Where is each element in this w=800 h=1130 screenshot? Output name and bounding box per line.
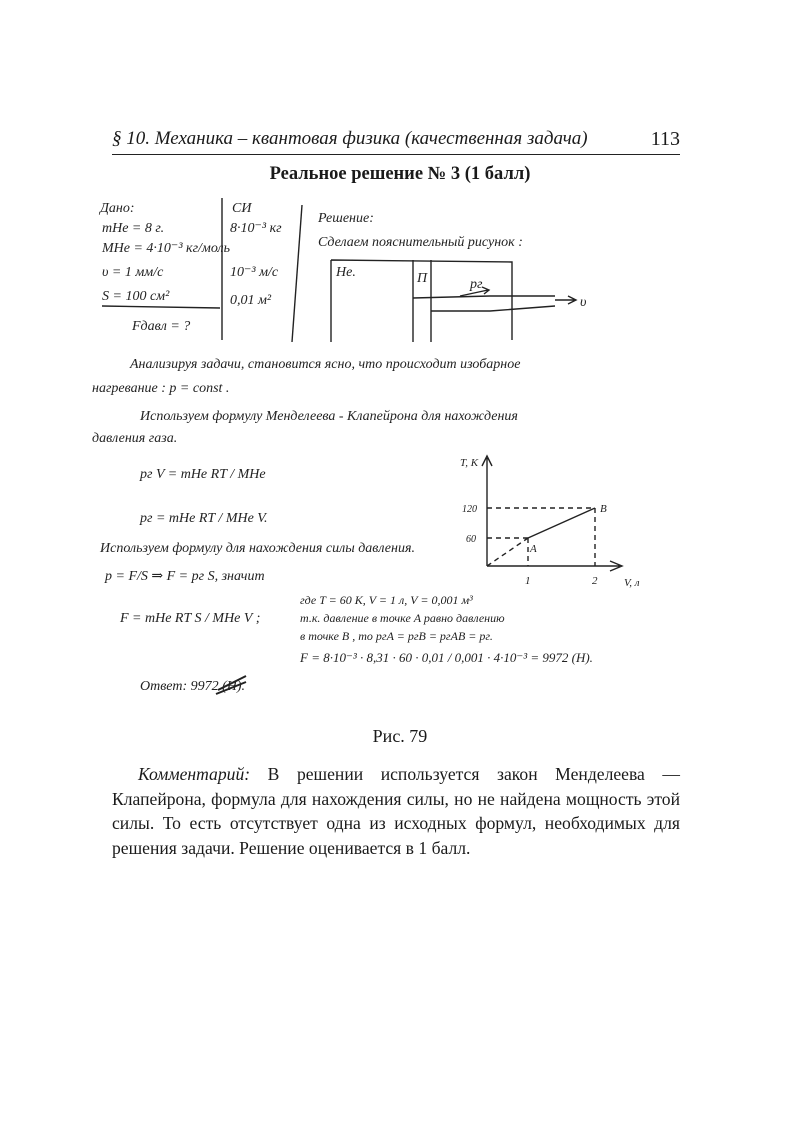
solution-title: Реальное решение № 3 (1 балл) xyxy=(269,164,531,184)
graph-point-label: A xyxy=(530,543,537,555)
solution-line: pг V = mHe RT / MHe xyxy=(140,467,266,482)
si-divider xyxy=(292,205,302,342)
solution-subheading: Сделаем пояснительный рисунок : xyxy=(318,235,523,250)
graph-x-tick: 2 xyxy=(592,575,598,587)
si-line: 0,01 м² xyxy=(230,293,272,308)
velocity-label: υ xyxy=(580,295,587,310)
page-number: 113 xyxy=(650,128,680,150)
graph-y-tick: 60 xyxy=(466,534,476,545)
figure-caption: Рис. 79 xyxy=(372,726,428,746)
solution-line: где T = 60 K, V = 1 л, V = 0,001 м³ xyxy=(300,593,473,607)
find-divider xyxy=(102,306,220,308)
graph-y-tick: 120 xyxy=(462,504,477,515)
graph-x-tick: 1 xyxy=(525,575,531,587)
gas-label: He. xyxy=(336,265,356,280)
answer-line: Ответ: 9972 (Н). xyxy=(140,679,246,694)
cylinder-diagram xyxy=(331,260,576,342)
solution-line: давления газа. xyxy=(92,431,178,446)
si-line: 8·10⁻³ кг xyxy=(230,221,282,236)
find-value: Fдавл = ? xyxy=(132,319,191,334)
solution-line: pг = mHe RT / MHe V. xyxy=(140,511,268,526)
piston-label: П xyxy=(417,271,428,286)
solution-line: в точке B , то pгA = pгB = pгAB = pг. xyxy=(300,629,493,643)
graph-x-label: V, л xyxy=(624,577,640,589)
given-line: υ = 1 мм/с xyxy=(102,265,164,280)
solution-line: Анализируя задачи, становится ясно, что происходит изобарное xyxy=(130,357,521,372)
solution-line: F = 8·10⁻³ · 8,31 · 60 · 0,01 / 0,001 · 4·10⁻³ = 9972 (Н). xyxy=(300,650,593,665)
solution-heading: Решение: xyxy=(318,211,374,226)
given-line: S = 100 см² xyxy=(102,289,170,304)
given-line: MHe = 4·10⁻³ кг/моль xyxy=(102,241,230,256)
solution-line: Используем формулу Менделеева - Клапейрона для нахождения xyxy=(140,409,518,424)
comment-label: Комментарий: xyxy=(138,764,251,784)
graph-point-label: B xyxy=(600,503,607,515)
comment-text: В решении используется закон Менделеева — Клапейрона, формула для нахождения силы, но не найдена мощность этой силы. То есть отсутствует одна из исходных формул, необходимых для решения задачи. Решение оценивается в 1 балл. xyxy=(112,764,680,858)
section-title: § 10. Механика – квантовая физика (качественная задача) xyxy=(112,128,588,149)
solution-line: F = mHe RT S / MHe V ; xyxy=(120,611,261,626)
comment-paragraph xyxy=(112,762,680,860)
solution-line: нагревание : p = const . xyxy=(92,381,230,396)
force-label: pг xyxy=(470,277,483,292)
given-heading: Дано: xyxy=(100,201,135,216)
solution-line: Используем формулу для нахождения силы давления. xyxy=(100,541,415,556)
si-line: 10⁻³ м/с xyxy=(230,265,279,280)
solution-line: т.к. давление в точке A равно давлению xyxy=(300,611,505,625)
given-line: mHe = 8 г. xyxy=(102,221,165,236)
graph-y-label: T, K xyxy=(460,457,479,469)
solution-line: p = F/S ⇒ F = pг S, значит xyxy=(105,569,265,584)
si-heading: СИ xyxy=(232,201,252,216)
